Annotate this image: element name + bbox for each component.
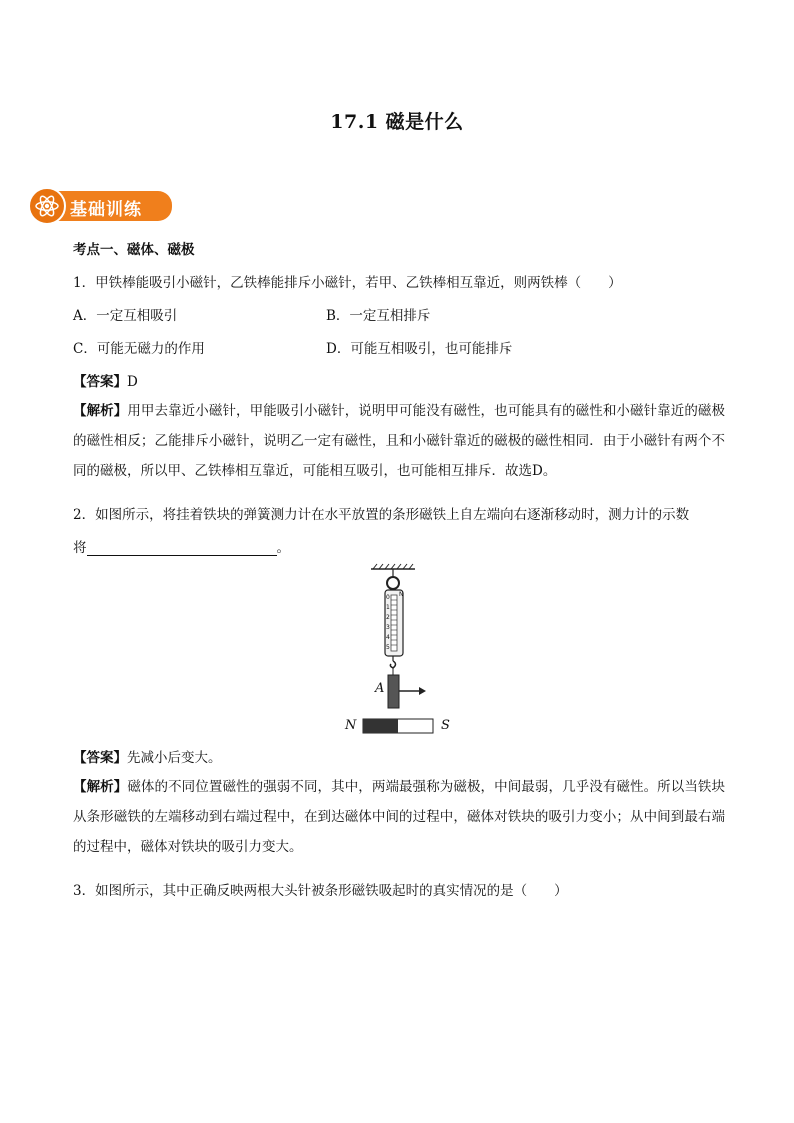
section-heading: 考点一、磁体、磁极 [73,242,195,258]
q1-stem: 1．甲铁棒能吸引小磁针，乙铁棒能排斥小磁针，若甲、乙铁棒相互靠近，则两铁棒（ ） [73,275,622,291]
q1-option-b: B．一定互相排斥 [326,308,431,324]
q2-analysis-tag: 【解析】 [73,779,128,795]
q2-stem-suffix: 。 [276,540,290,556]
q2-answer-row [73,746,222,766]
scale-label-4: 4 [386,634,390,641]
spring-scale-figure [335,563,465,738]
magnet-label-s: S [441,718,450,733]
q2-analysis-text: 磁体的不同位置磁性的强弱不同，其中，两端最强称为磁极，中间最弱，几乎没有磁性。所以当铁块从条形磁铁的左端移动到右端过程中，在到达磁体中间的过程中，磁体对铁块的吸引力变小；从中间到最右端的过程中，磁体对铁块的吸引力变大。 [73,779,726,855]
magnet-label-n: N [345,718,357,733]
page-title: 17.1 磁是什么 [330,111,464,133]
q1-answer-tag: 【答案】 [73,374,127,390]
q2-answer-tag: 【答案】 [73,750,127,766]
q1-option-d: D．可能互相吸引，也可能排斥 [326,341,513,357]
q1-answer-row [73,370,138,390]
q1-answer: D [127,374,138,390]
scale-label-0: 0 [386,594,390,601]
scale-letter-n: N [399,591,404,598]
q2-answer: 先减小后变大。 [127,750,222,766]
section-banner [28,187,173,225]
banner-label: 基础训练 [70,200,142,220]
block-label: A [375,681,385,696]
q2-stem-prefix: 将 [73,540,87,556]
q1-analysis [73,396,725,486]
scale-label-5: 5 [386,644,390,651]
q2-answer-blank [87,541,277,556]
q2-analysis [73,772,725,862]
atom-icon [28,187,66,225]
q1-option-a: A．一定互相吸引 [73,308,178,324]
q1-analysis-tag: 【解析】 [73,403,128,419]
q2-stem: 2．如图所示，将挂着铁块的弹簧测力计在水平放置的条形磁铁上自左端向右逐渐移动时，测力计的示数 [73,507,690,523]
scale-label-3: 3 [386,624,390,631]
scale-label-2: 2 [386,614,390,621]
q3-stem: 3．如图所示，其中正确反映两根大头针被条形磁铁吸起时的真实情况的是（ ） [73,883,568,899]
q1-analysis-text: 用甲去靠近小磁针，甲能吸引小磁针，说明甲可能没有磁性，也可能具有的磁性和小磁针靠近的磁极的磁性相反；乙能排斥小磁针，说明乙一定有磁性，且和小磁针靠近的磁极的磁性相同．由于小磁针有两个不同的磁极，所以甲、乙铁棒相互靠近，可能相互吸引，也可能相互排斥．故选D。 [73,403,726,479]
q1-option-c: C．可能无磁力的作用 [73,341,205,357]
figure-drawing [335,563,465,738]
scale-label-1: 1 [386,604,390,611]
q2-stem-fill [73,536,290,556]
